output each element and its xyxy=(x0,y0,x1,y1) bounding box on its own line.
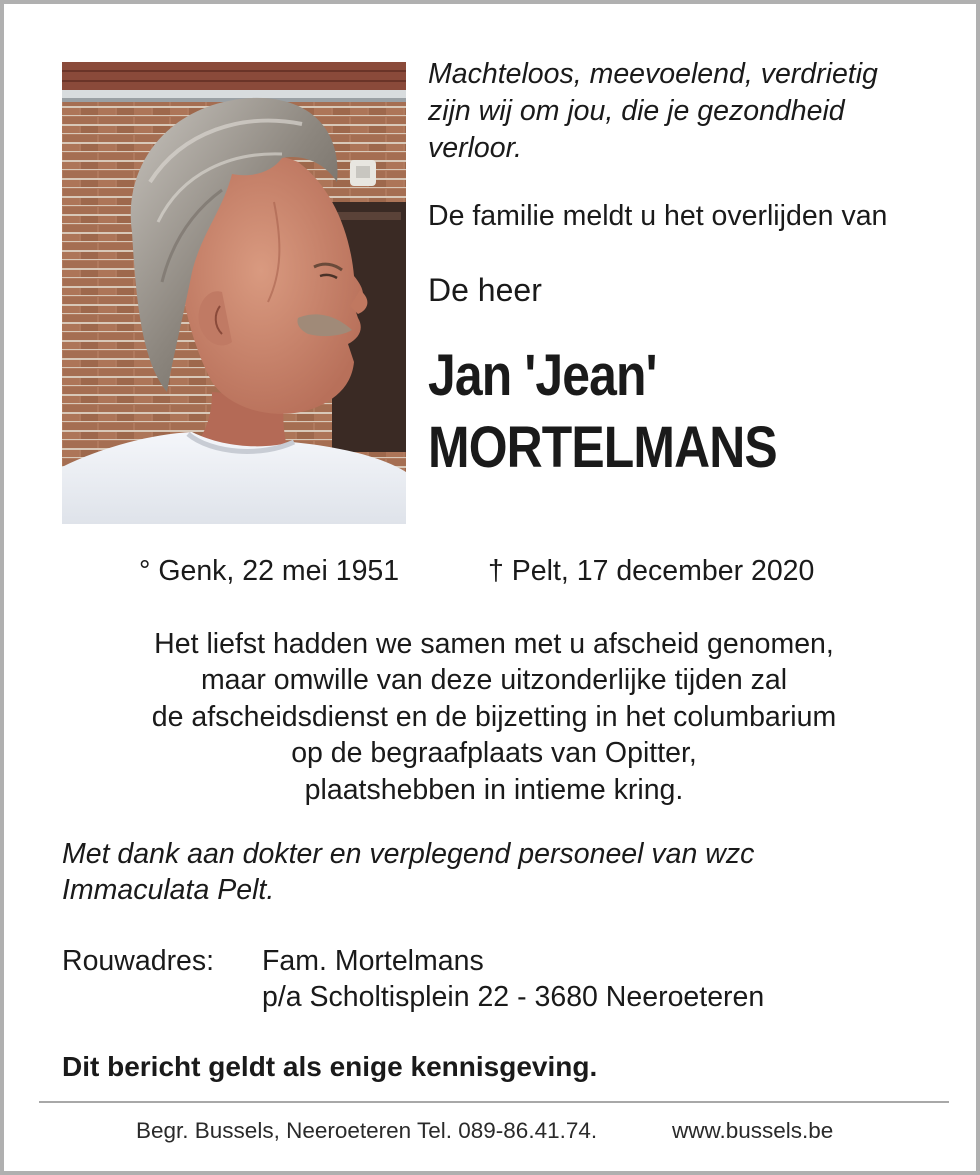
undertaker-contact: Begr. Bussels, Neeroeteren Tel. 089-86.41.74. xyxy=(136,1118,598,1143)
thanks-line: Immaculata Pelt. xyxy=(62,874,275,906)
death-date: † Pelt, 17 december 2020 xyxy=(488,555,815,587)
intro-verse xyxy=(428,56,948,167)
portrait-photo xyxy=(62,62,406,524)
honorific: De heer xyxy=(428,272,542,308)
intro-line: zijn wij om jou, die je gezondheid xyxy=(428,95,845,127)
ceremony-text xyxy=(4,626,980,808)
thanks-text xyxy=(62,836,922,908)
name-line-last: MORTELMANS xyxy=(428,415,777,480)
name-line-first: Jan 'Jean' xyxy=(428,343,657,408)
ceremony-line: de afscheidsdienst en de bijzetting in het columbarium xyxy=(151,700,837,733)
ceremony-line: op de begraafplaats van Opitter, xyxy=(291,737,697,770)
announcement: De familie meldt u het overlijden van xyxy=(428,200,888,232)
address-line: p/a Scholtisplein 22 - 3680 Neeroeteren xyxy=(262,981,765,1013)
birth-date: ° Genk, 22 mei 1951 xyxy=(139,555,400,587)
ceremony-line: plaatshebben in intieme kring. xyxy=(304,773,684,806)
intro-line: Machteloos, meevoelend, verdrietig xyxy=(428,58,878,90)
ceremony-line: maar omwille van deze uitzonderlijke tijden zal xyxy=(200,664,788,697)
website-link[interactable]: www.bussels.be xyxy=(672,1118,834,1143)
address-line: Fam. Mortelmans xyxy=(262,945,484,977)
ceremony-line: Het liefst hadden we samen met u afscheid genomen, xyxy=(154,628,834,660)
intro-line: verloor. xyxy=(428,132,522,164)
footer-divider xyxy=(39,1101,949,1103)
notice-statement: Dit bericht geldt als enige kennisgeving. xyxy=(62,1051,598,1082)
thanks-line: Met dank aan dokter en verplegend personeel van wzc xyxy=(62,838,755,870)
mourning-address xyxy=(262,943,764,1015)
address-label: Rouwadres: xyxy=(62,945,215,977)
deceased-name xyxy=(428,340,777,484)
